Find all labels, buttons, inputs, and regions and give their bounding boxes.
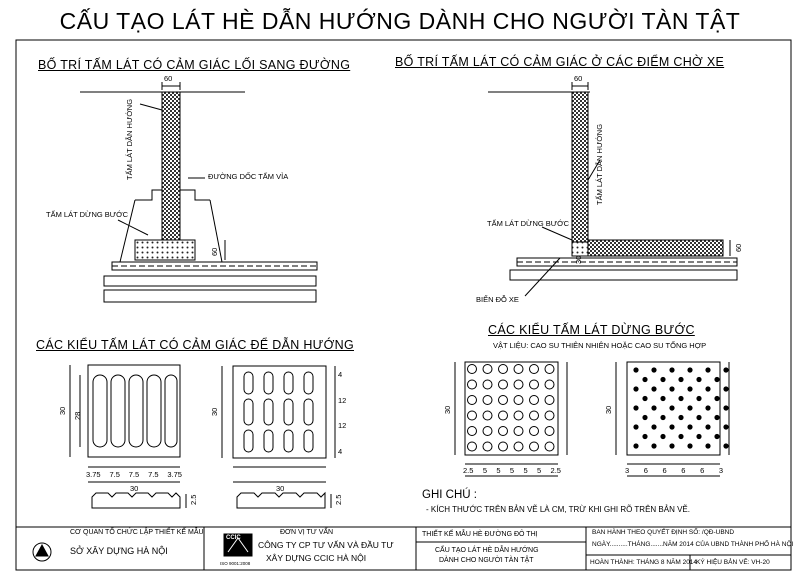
stop-dot <box>642 415 647 420</box>
stop-tile-2 <box>616 362 729 476</box>
stop-dot <box>468 365 477 374</box>
stop-dot <box>483 427 492 436</box>
stop-tile-2-dots <box>633 367 728 448</box>
stop-dot <box>687 367 692 372</box>
guide-tile-2-dims: 4 12 12 4 <box>338 370 347 456</box>
drawing-name-2: DÀNH CHO NGƯỜI TÀN TẬT <box>439 557 534 564</box>
busstop-diagram <box>488 82 737 296</box>
stop-dot <box>687 424 692 429</box>
stop-tile-1-outline <box>465 362 558 455</box>
stop-dot <box>483 365 492 374</box>
guide-bar <box>165 375 177 447</box>
stop-dot <box>468 380 477 389</box>
stop-dot <box>530 396 539 405</box>
guide-tile-1 <box>70 365 186 508</box>
stop-dot <box>468 442 477 451</box>
busstop-dim-width: 60 <box>574 74 583 83</box>
guide-bar <box>129 375 143 447</box>
guide-tile-2-thickness: 2.5 <box>334 494 343 505</box>
stop-dot <box>705 386 710 391</box>
stop-dot <box>545 427 554 436</box>
stop-dot <box>696 396 701 401</box>
guide-tile-1-dims: 3.75 7.5 7.5 7.5 3.75 <box>86 470 182 479</box>
stop-dot <box>545 442 554 451</box>
crossing-dim-height: 60 <box>210 247 219 256</box>
stop-dot <box>633 424 638 429</box>
stop-dot <box>678 377 683 382</box>
guide-bar <box>93 375 107 447</box>
stop-dot <box>669 424 674 429</box>
decision-line-1: BAN HÀNH THEO QUYẾT ĐỊNH SỐ: /QĐ-UBND <box>592 529 735 536</box>
guide-tile-1-outline <box>88 365 180 457</box>
page-title: CẤU TẠO LÁT HÈ DẪN HƯỚNG DÀNH CHO NGƯỜI TÀN TẬT <box>59 8 741 34</box>
stop-tile-2-dims: 3 6 6 6 6 3 <box>625 466 723 475</box>
stop-dot <box>642 396 647 401</box>
stop-dot <box>669 367 674 372</box>
stop-dot <box>545 411 554 420</box>
stop-dot <box>714 396 719 401</box>
stop-dot <box>468 396 477 405</box>
busstop-dim-small: 30 <box>574 255 583 264</box>
busstop-label-stop: TẤM LÁT DỪNG BƯỚC <box>487 219 570 228</box>
busstop-label-sign: BIỂN ĐỖ XE <box>476 295 519 304</box>
crossing-diagram <box>80 82 317 302</box>
guide-tile-2-total: 30 <box>276 484 285 493</box>
road-layer-3 <box>104 290 316 302</box>
stop-dot <box>530 427 539 436</box>
stop-dot <box>514 396 523 405</box>
guide-tile-1-side: 30 <box>58 406 67 415</box>
stop-dot <box>651 424 656 429</box>
stop-dot <box>660 434 665 439</box>
stop-dot <box>514 427 523 436</box>
stop-dot <box>705 367 710 372</box>
guide-bar <box>111 375 125 447</box>
stop-dot <box>714 434 719 439</box>
busstop-guide-strip <box>572 92 588 242</box>
guide-tile-2-side: 30 <box>210 407 219 416</box>
stop-dot <box>499 380 508 389</box>
stop-dot <box>687 443 692 448</box>
stop-dot <box>545 365 554 374</box>
crossing-stop-area <box>135 240 195 260</box>
stop-dot <box>483 411 492 420</box>
stop-dot <box>723 367 728 372</box>
stop-dot <box>678 434 683 439</box>
stop-dot <box>514 380 523 389</box>
notes-heading: GHI CHÚ : <box>422 489 477 501</box>
consultant-label: ĐƠN VỊ TƯ VẤN <box>280 529 334 536</box>
stop-dot <box>530 365 539 374</box>
stop-dot <box>705 405 710 410</box>
guide-tile-1-profile <box>92 493 180 508</box>
stop-dot <box>499 442 508 451</box>
stop-dot <box>651 405 656 410</box>
stop-dot <box>514 411 523 420</box>
drawing-number: KÝ HIỆU BẢN VẼ: VH-20 <box>696 559 770 566</box>
stop-dot <box>483 442 492 451</box>
stop-dot <box>514 442 523 451</box>
stop-tile-1-dots <box>468 365 555 452</box>
stop-dot <box>678 396 683 401</box>
consultant-name-2: XÂY DỰNG CCIC HÀ NỘI <box>266 553 367 563</box>
stop-types-heading: CÁC KIỂU TẤM LÁT DỪNG BƯỚC <box>488 323 695 337</box>
consultant-name-1: CÔNG TY CP TƯ VẤN VÀ ĐẦU TƯ <box>258 540 394 550</box>
stop-dot <box>696 434 701 439</box>
stop-dot <box>705 443 710 448</box>
stop-dot <box>669 405 674 410</box>
stop-dot <box>468 427 477 436</box>
guide-tile-2-outline <box>233 366 326 458</box>
crossing-dim-width: 60 <box>164 74 173 83</box>
stop-dot <box>651 386 656 391</box>
guide-tile-1-total: 30 <box>130 484 139 493</box>
stop-dot <box>499 411 508 420</box>
stop-dot <box>545 380 554 389</box>
stop-dot <box>723 443 728 448</box>
guide-tile-1-thickness: 2.5 <box>189 494 198 505</box>
stop-dot <box>669 443 674 448</box>
stop-dot <box>530 380 539 389</box>
drawing-name-1: CẤU TẠO LÁT HÈ DẪN HƯỚNG <box>435 547 539 554</box>
crossing-label-stop: TẤM LÁT DỪNG BƯỚC <box>46 210 129 219</box>
guide-types-heading: CÁC KIỂU TẤM LÁT CÓ CẢM GIÁC ĐỂ DẪN HƯỚNG <box>36 338 354 352</box>
stop-dot <box>687 405 692 410</box>
busstop-dim-side: 60 <box>734 243 743 252</box>
stop-dot <box>483 396 492 405</box>
stop-tile-1-dims: 2.5 5 5 5 5 5 2.5 <box>463 466 561 475</box>
stop-dot <box>633 405 638 410</box>
iso-label: ISO 9001:2008 <box>220 561 251 566</box>
stop-material: VẬT LIỆU: CAO SU THIÊN NHIÊN HOẶC CAO SU TỔNG HỢP <box>493 341 707 350</box>
agency-name: SỞ XÂY DỰNG HÀ NỘI <box>70 546 168 556</box>
road-layer-2 <box>104 276 316 286</box>
stop-dot <box>642 434 647 439</box>
stop-dot <box>678 415 683 420</box>
stop-dot <box>696 415 701 420</box>
completed-date: HOÀN THÀNH: THÁNG 8 NĂM 2014 <box>590 559 698 566</box>
stop-dot <box>514 365 523 374</box>
crossing-guide-strip <box>162 92 180 242</box>
stop-dot <box>483 380 492 389</box>
crossing-label-ramp: ĐƯỜNG DỐC TẤM VỈA <box>208 172 289 181</box>
ccic-logo-text: CCIC <box>226 535 241 541</box>
stop-dot <box>687 386 692 391</box>
stop-dot <box>705 424 710 429</box>
stop-tile-2-side: 30 <box>604 405 613 414</box>
guide-tile-1-inner: 28 <box>73 411 82 420</box>
stop-dot <box>642 377 647 382</box>
stop-dot <box>723 424 728 429</box>
stop-tile-1-side: 30 <box>443 405 452 414</box>
stop-dot <box>633 386 638 391</box>
crossing-label-guide: TẤM LÁT DẪN HƯỚNG <box>125 98 134 180</box>
stop-dot <box>499 396 508 405</box>
stop-dot <box>468 411 477 420</box>
stop-dot <box>499 365 508 374</box>
stop-dot <box>723 386 728 391</box>
busstop-stop-strip <box>588 240 723 256</box>
stop-dot <box>499 427 508 436</box>
stop-dot <box>660 377 665 382</box>
stop-dot <box>714 415 719 420</box>
crossing-heading: BỐ TRÍ TẤM LÁT CÓ CẢM GIÁC LỐI SANG ĐƯỜNG <box>38 58 351 72</box>
stop-dot <box>545 396 554 405</box>
stop-dot <box>660 415 665 420</box>
stop-dot <box>530 411 539 420</box>
stop-dot <box>651 443 656 448</box>
stop-dot <box>714 377 719 382</box>
decision-line-2: NGÀY..........THÁNG.......NĂM 2014 CỦA UBND THÀNH PHỐ HÀ NỘI <box>592 541 794 548</box>
stop-dot <box>660 396 665 401</box>
stop-dot <box>633 443 638 448</box>
notes-line-1: - KÍCH THƯỚC TRÊN BẢN VẼ LÀ CM, TRỪ KHI GHI RÕ TRÊN BẢN VẼ. <box>426 505 690 514</box>
stop-dot <box>696 377 701 382</box>
stop-dot <box>651 367 656 372</box>
stop-dot <box>723 405 728 410</box>
guide-bar <box>147 375 161 447</box>
stop-dot <box>669 386 674 391</box>
stop-dot <box>530 442 539 451</box>
agency-label: CƠ QUAN TỔ CHỨC LẬP THIẾT KẾ MẪU <box>70 529 204 536</box>
stop-dot <box>633 367 638 372</box>
busstop-label-guide: TẤM LÁT DẪN HƯỚNG <box>595 123 604 205</box>
guide-tile-2-profile <box>237 493 325 508</box>
design-label: THIẾT KẾ MẪU HÈ ĐƯỜNG ĐÔ THỊ <box>422 531 538 538</box>
busstop-heading: BỐ TRÍ TẤM LÁT CÓ CẢM GIÁC Ở CÁC ĐIỂM CHỜ XE <box>395 55 725 69</box>
stop-tile-1 <box>455 362 567 476</box>
